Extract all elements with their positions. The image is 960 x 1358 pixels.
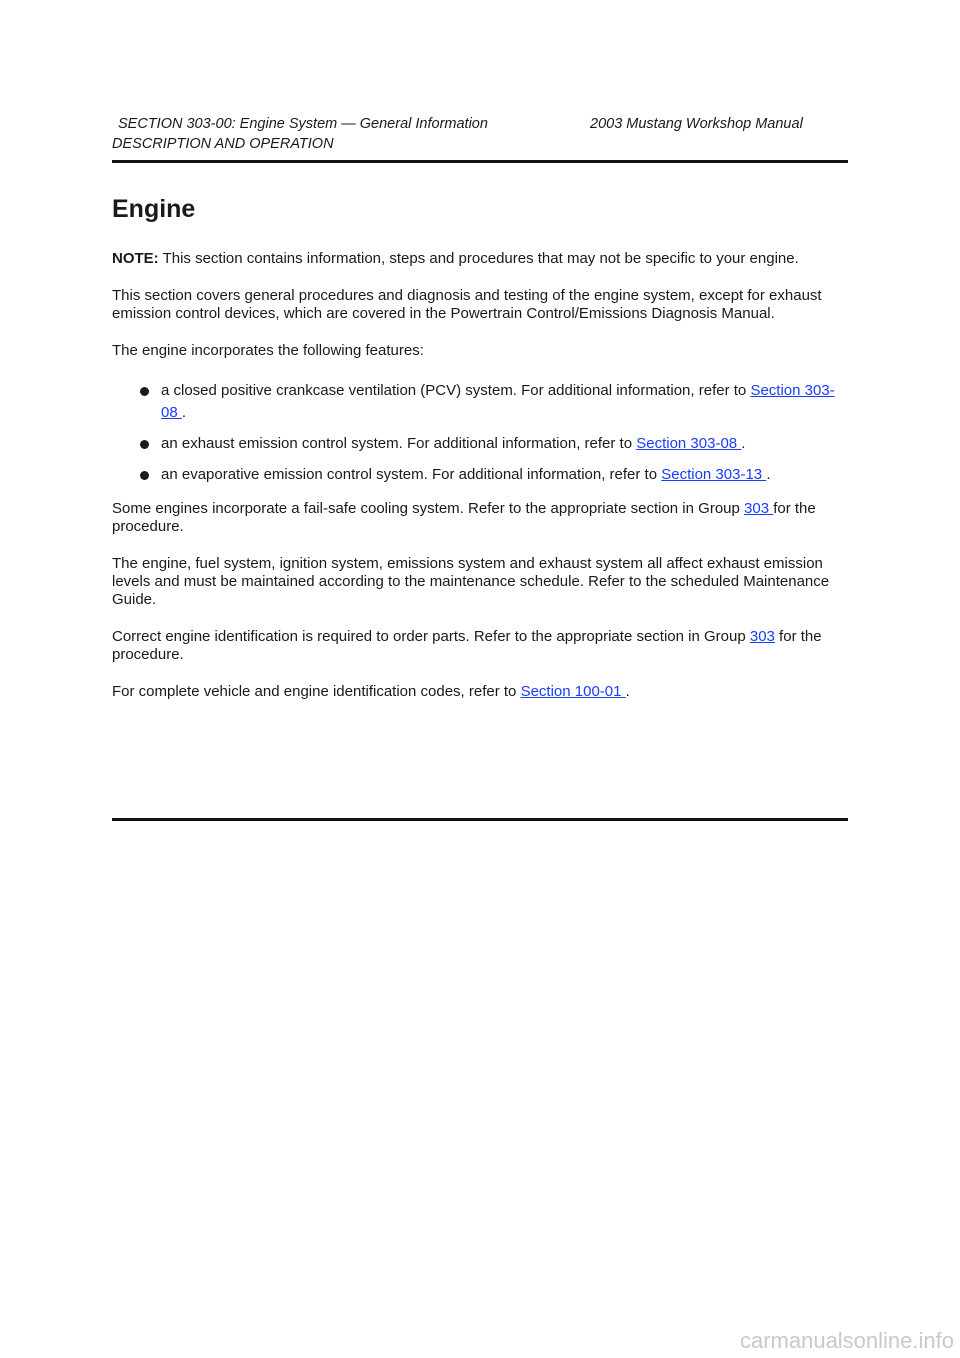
identification-text: Correct engine identification is required to order parts. Refer to the appropriate section in Group — [112, 628, 750, 645]
list-item — [112, 464, 840, 486]
header-divider — [112, 160, 848, 163]
section-subtitle: DESCRIPTION AND OPERATION — [112, 136, 334, 152]
note-paragraph — [112, 250, 840, 268]
codes-text: For complete vehicle and engine identification codes, refer to — [112, 683, 521, 700]
intro-paragraph: This section covers general procedures and diagnosis and testing of the engine system, except for exhaust emission control devices, which are covered in the Powertrain Control/Emissions Diagnosis Manual. — [112, 287, 822, 322]
footer-divider — [112, 818, 848, 821]
bullet-icon — [140, 440, 149, 449]
codes-paragraph — [112, 683, 840, 701]
note-label: NOTE: — [112, 250, 159, 267]
bullet-icon — [140, 471, 149, 480]
note-text: This section contains information, steps and procedures that may not be specific to your engine. — [158, 250, 799, 267]
page-title: Engine — [112, 195, 196, 223]
feature-text: a closed positive crankcase ventilation (PCV) system. For additional information, refer to — [161, 382, 751, 399]
features-intro: The engine incorporates the following features: — [112, 342, 424, 359]
failsafe-paragraph — [112, 500, 840, 536]
feature-text: an evaporative emission control system. For additional information, refer to — [161, 466, 662, 483]
manual-title: 2003 Mustang Workshop Manual — [590, 116, 803, 132]
features-list — [112, 380, 840, 486]
identification-suffix: for the procedure. — [112, 628, 822, 663]
watermark: carmanualsonline.info — [739, 1328, 954, 1353]
document-body — [112, 194, 840, 720]
codes-suffix: . — [625, 683, 630, 700]
maintenance-paragraph: The engine, fuel system, ignition system, emissions system and exhaust system all affect exhaust emission levels and must be maintained according to the maintenance schedule. Refer to the scheduled Maintenance Guide. — [112, 555, 830, 608]
feature-suffix: . — [766, 466, 771, 483]
failsafe-suffix: for the procedure. — [112, 500, 816, 535]
failsafe-text: Some engines incorporate a fail-safe cooling system. Refer to the appropriate section in Group — [112, 500, 745, 517]
section-303-13-link[interactable]: Section 303-13 — [661, 466, 767, 483]
list-item — [112, 433, 840, 455]
feature-suffix: . — [181, 404, 187, 421]
section-100-01-link[interactable]: Section 100-01 — [520, 683, 626, 700]
group-303-link[interactable]: 303 — [744, 500, 774, 517]
list-item — [112, 380, 840, 424]
section-303-08-link[interactable]: Section 303-08 — [161, 382, 835, 421]
group-303-link[interactable]: 303 — [749, 628, 775, 645]
feature-text: an exhaust emission control system. For additional information, refer to — [161, 435, 637, 452]
bullet-icon — [140, 387, 149, 396]
section-303-08-link[interactable]: Section 303-08 — [636, 435, 742, 452]
feature-suffix: . — [741, 435, 746, 452]
section-title: SECTION 303-00: Engine System — General Information — [118, 116, 488, 132]
identification-paragraph — [112, 628, 840, 664]
